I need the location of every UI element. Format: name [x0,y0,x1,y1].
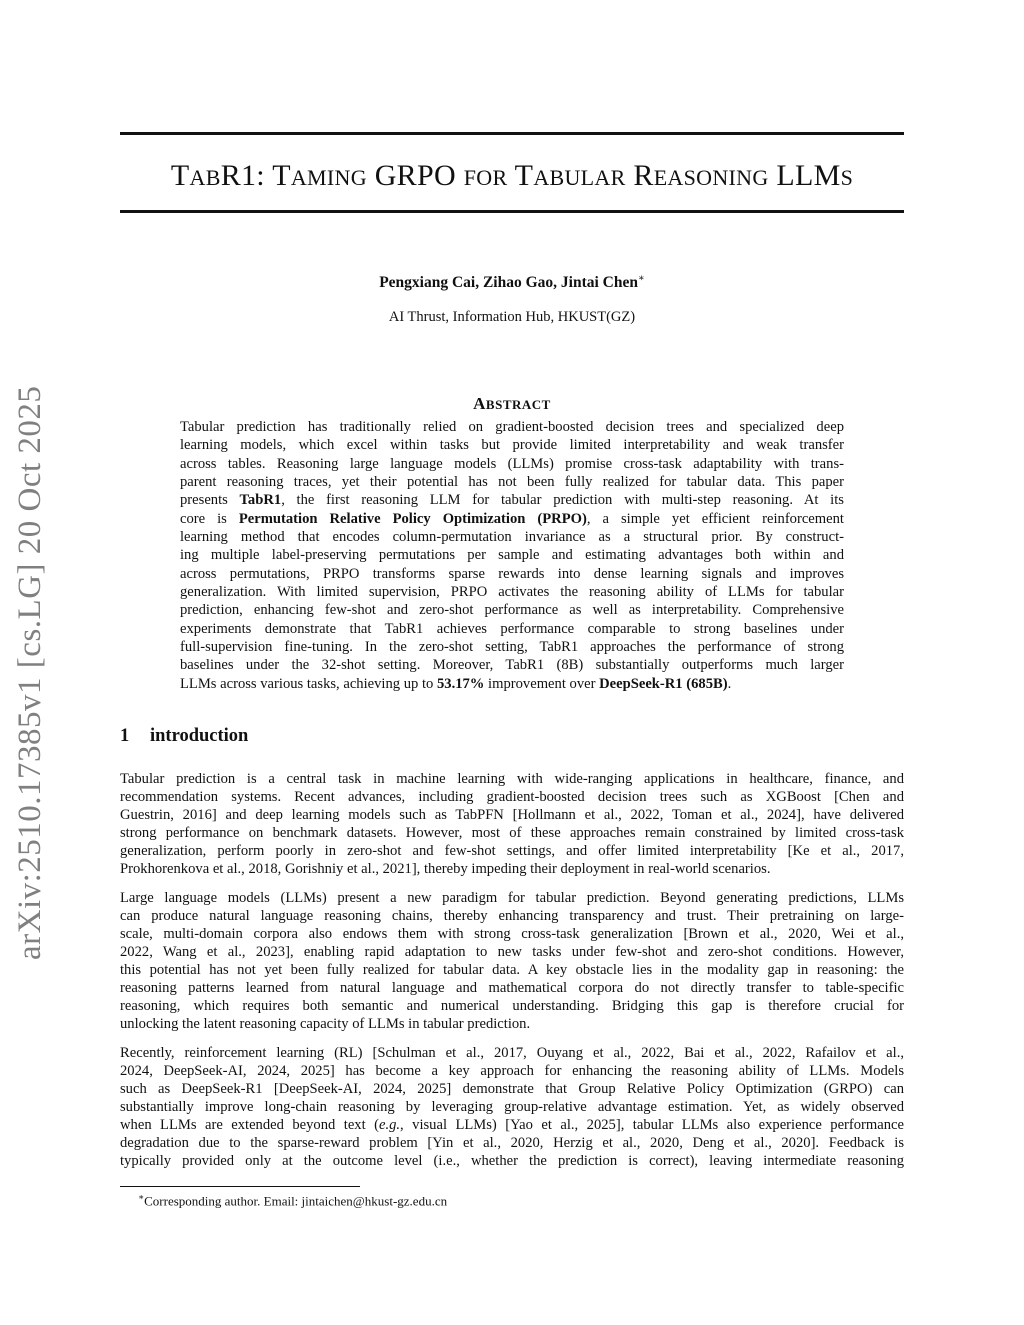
intro-paragraph-2 [120,889,904,1033]
intro-paragraph-1 [120,770,904,878]
abstract-line: across tables. Reasoning large language models (LLMs) promise cross-task adaptability with trans- [180,455,844,472]
improvement-emphasis: 53.17% [436,675,485,692]
paragraph-line: generalization, perform poorly in zero-shot and few-shot settings, and offer limited interpretability [Ke et al., 2017, [120,843,904,860]
abstract-line: full-supervision fine-tuning. In the zero-shot setting, TabR1 approaches the performance of strong [180,639,844,656]
abstract-line: core is Permutation Relative Policy Optimization (PRPO), a simple yet efficient reinforcement [180,510,844,527]
corresponding-mark: ∗ [638,273,645,284]
paragraph-line: Tabular prediction is a central task in machine learning with wide-ranging applications in healthcare, finance, and [120,771,904,787]
section-title: introduction [150,726,249,746]
eg-italic: e.g. [378,1117,401,1134]
paragraph-line: when LLMs are extended beyond text (e.g., visual LLMs) [Yao et al., 2025], tabular LLMs also experience performance [120,1117,904,1134]
arxiv-side-stamp: arXiv:2510.17385v1 [cs.LG] 20 Oct 2025 [12,385,48,960]
title-rule-bottom [120,210,904,213]
section-heading [120,726,248,747]
abstract-line: baselines under the 32-shot setting. Moreover, TabR1 (8B) substantially outperforms much larger [180,657,844,674]
abstract-line: LLMs across various tasks, achieving up to 53.17% improvement over DeepSeek-R1 (685B). [180,675,732,692]
paragraph-line: strong performance on benchmark datasets. However, most of these approaches remain constrained by limited cross-task [120,825,904,842]
paragraph-line: can produce natural language reasoning chains, thereby enhancing transparency and trust. Their pretraining on large- [120,908,904,925]
paragraph-line: Large language models (LLMs) present a new paradigm for tabular prediction. Beyond generating predictions, LLMs [120,890,904,906]
abstract-line: generalization. With limited supervision, PRPO activates the reasoning ability of LLMs for tabular [180,584,844,601]
prpo-emphasis: Permutation Relative Policy Optimization (PRPO) [238,510,587,527]
paragraph-line: degradation due to the sparse-reward problem [Yin et al., 2020, Herzig et al., 2020, Deng et al., 2020]. Feedback is [120,1135,904,1152]
paragraph-line: substantially improve long-chain reasoning by leveraging group-relative advantage estimation. Yet, as widely observed [120,1099,904,1116]
abstract-line: presents TabR1, the first reasoning LLM for tabular prediction with multi-step reasoning. At its [180,492,844,509]
paragraph-line: unlocking the latent reasoning capacity of LLMs in tabular prediction. [120,1016,531,1033]
abstract-line: learning models, which excel within tasks but provide limited interpretability and weak transfer [180,437,844,454]
footnote-text: Corresponding author. Email: jintaichen@hkust-gz.edu.cn [144,1193,448,1209]
paragraph-line: Prokhorenkova et al., 2018, Gorishniy et al., 2021], thereby impeding their deployment in real-world scenarios. [120,861,771,878]
paragraph-line: Recently, reinforcement learning (RL) [Schulman et al., 2017, Ouyang et al., 2022, Bai et al., 2022, Rafailov et al., [120,1045,904,1061]
footnote-mark: ∗ [138,1192,145,1202]
section-number: 1 [120,726,130,746]
paragraph-line: reasoning patterns learned from natural language and mathematical corpora do not directly transfer to table-specific [120,980,904,997]
paragraph-line: 2024, DeepSeek-AI, 2024, 2025] has become a key approach for enhancing the reasoning ability of LLMs. Models [120,1063,904,1080]
abstract-line: Tabular prediction has traditionally relied on gradient-boosted decision trees and specialized deep [180,419,844,435]
paragraph-line: such as DeepSeek-R1 [DeepSeek-AI, 2024, 2025] demonstrate that Group Relative Policy Optimization (GRPO) can [120,1081,904,1098]
abstract-line: learning method that encodes column-permutation invariance as a structural prior. By construct- [180,529,844,546]
abstract-line: ing multiple label-preserving permutations per sample and estimating advantages both within and [180,547,844,564]
affiliation: AI Thrust, Information Hub, HKUST(GZ) [388,309,636,325]
paragraph-line: typically provided only at the outcome level (i.e., whether the prediction is correct), leaving intermediate reasoning [120,1153,904,1170]
paragraph-line: Guestrin, 2016] and deep learning models such as TabPFN [Hollmann et al., 2022, Toman et al., 2024], have delivered [120,807,904,824]
deepseek-emphasis: DeepSeek-R1 (685B) [599,675,728,692]
abstract-heading: ABSTRACT [473,394,551,413]
paragraph-line: reasoning, which requires both semantic and numerical understanding. Bridging this gap is therefore crucial for [120,998,904,1015]
paper-title: TABR1: TAMING GRPO FOR TABULAR REASONING LLMS [170,159,854,192]
paragraph-line: scale, multi-domain corpora also endows them with strong cross-task generalization [Brown et al., 2020, Wei et al., [120,926,904,943]
abstract-line: parent reasoning traces, yet their potential has not been fully realized for tabular data. This paper [180,474,844,491]
paragraph-line: recommendation systems. Recent advances, including gradient-boosted decision trees such as XGBoost [Chen and [120,789,904,806]
tabr1-emphasis: TabR1 [239,492,282,509]
paragraph-line: this potential has not yet been fully realized for tabular data. A key obstacle lies in the modality gap in reasoning: the [120,962,904,979]
abstract-line: experiments demonstrate that TabR1 achieves performance comparable to strong baselines under [180,620,844,637]
abstract-line: prediction, enhancing few-shot and zero-shot performance as well as interpretability. Comprehensive [180,602,844,619]
abstract-line: across permutations, PRPO transforms sparse rewards into dense learning signals and improves [180,565,844,582]
author-list: Pengxiang Cai, Zihao Gao, Jintai Chen∗ [379,273,645,292]
paragraph-line: 2022, Wang et al., 2023], enabling rapid adaptation to new tasks under few-shot and zero-shot conditions. However, [120,944,904,961]
footnote-rule [120,1186,360,1187]
title-rule-top [120,132,904,135]
abstract-body [180,418,844,693]
intro-paragraph-3 [120,1044,904,1170]
footnote [138,1192,447,1209]
